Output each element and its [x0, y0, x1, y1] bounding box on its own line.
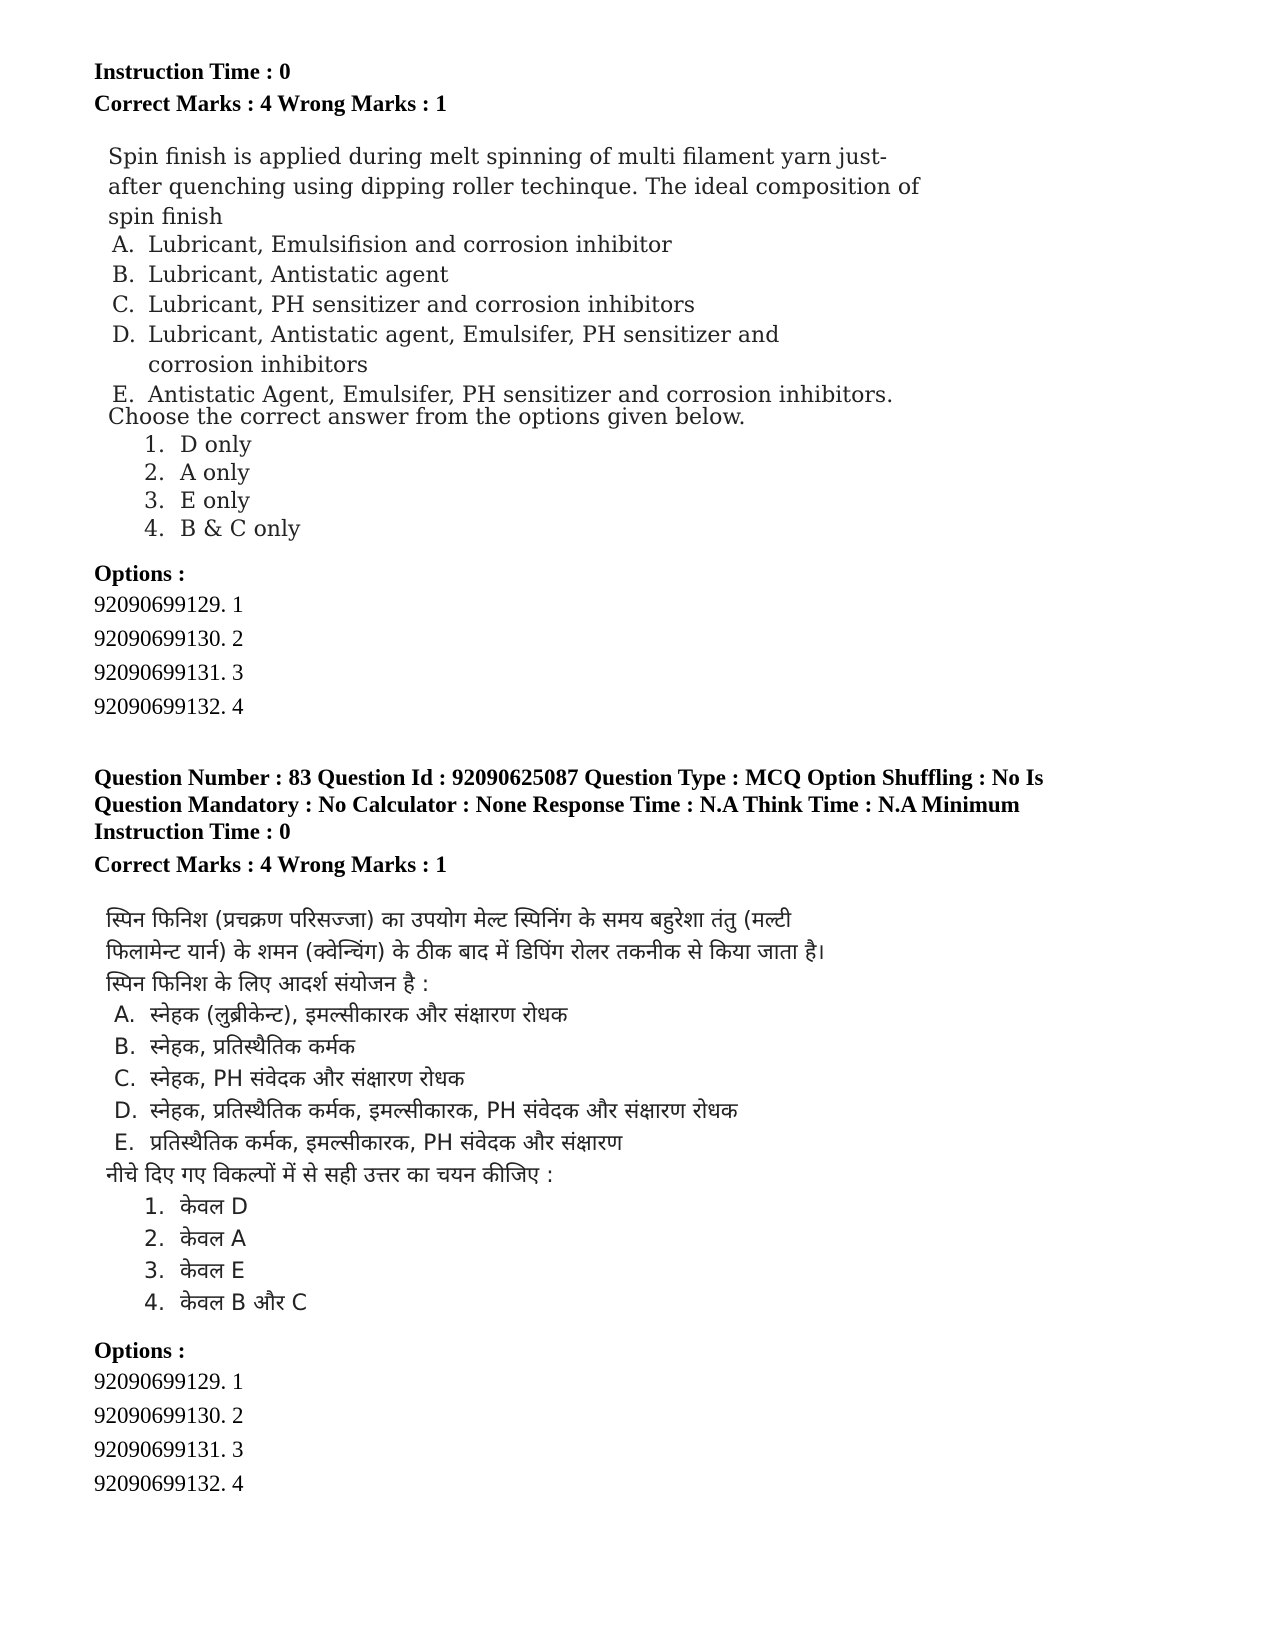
choice-2: 2. केवल A [144, 1227, 247, 1252]
options-list [94, 1365, 244, 1501]
option-item: 92090699130. 2 [94, 1403, 244, 1428]
options-heading: Options : [94, 561, 186, 586]
option-item: 92090699131. 3 [94, 660, 244, 685]
choice-list-hindi [104, 1192, 504, 1320]
question-line: after quenching using dipping roller techinque. The ideal composition of [108, 175, 920, 200]
option-item: 92090699129. 1 [94, 1369, 244, 1394]
option-item: 92090699132. 4 [94, 694, 244, 719]
question-hindi [106, 905, 1006, 1001]
marks-line: Correct Marks : 4 Wrong Marks : 1 [94, 91, 447, 116]
statement-a: A. Lubricant, Emulsifision and corrosion inhibitor [112, 233, 672, 258]
choice-1: 1. केवल D [144, 1195, 248, 1220]
question-header [94, 764, 1044, 845]
choice-4: 4. केवल B और C [144, 1291, 307, 1316]
statement-d: D. Lubricant, Antistatic agent, Emulsifer, PH sensitizer and [112, 323, 780, 348]
choice-1: 1. D only [144, 433, 252, 458]
header-line: Instruction Time : 0 [94, 819, 291, 844]
header-line: Question Mandatory : No Calculator : None Response Time : N.A Think Time : N.A Minimum [94, 792, 1020, 817]
choice-4: 4. B & C only [144, 517, 301, 542]
choice-list-english [104, 432, 504, 544]
marks-line: Correct Marks : 4 Wrong Marks : 1 [94, 852, 447, 877]
option-item: 92090699129. 1 [94, 592, 244, 617]
choice-3: 3. E only [144, 489, 250, 514]
option-item: 92090699132. 4 [94, 1471, 244, 1496]
option-item: 92090699130. 2 [94, 626, 244, 651]
choose-instruction: नीचे दिए गए विकल्पों में से सही उत्तर का चयन कीजिए : [106, 1163, 554, 1188]
statement-d: D. स्नेहक, प्रतिस्थैतिक कर्मक, इमल्सीकारक, PH संवेदक और संक्षारण रोधक [114, 1099, 738, 1124]
statement-c: C. स्नेहक, PH संवेदक और संक्षारण रोधक [114, 1067, 465, 1092]
options-list [94, 588, 244, 724]
question-line: Spin finish is applied during melt spinning of multi filament yarn just- [108, 145, 888, 170]
options-heading: Options : [94, 1338, 186, 1363]
header-line: Question Number : 83 Question Id : 92090625087 Question Type : MCQ Option Shuffling : No Is [94, 765, 1044, 790]
question-line: फिलामेन्ट यार्न) के शमन (क्वेन्चिंग) के ठीक बाद में डिपिंग रोलर तकनीक से किया जाता है। [106, 940, 825, 965]
instruction-time: Instruction Time : 0 [94, 59, 291, 84]
question-line: spin finish [108, 205, 223, 230]
statement-e: E. प्रतिस्थैतिक कर्मक, इमल्सीकारक, PH संवेदक और संक्षारण [114, 1131, 623, 1156]
choice-3: 3. केवल E [144, 1259, 245, 1284]
statement-b: B. स्नेहक, प्रतिस्थैतिक कर्मक [114, 1035, 356, 1060]
option-item: 92090699131. 3 [94, 1437, 244, 1462]
choice-2: 2. A only [144, 461, 250, 486]
statement-b: B. Lubricant, Antistatic agent [112, 263, 449, 288]
statement-a: A. स्नेहक (लुब्रीकेन्ट), इमल्सीकारक और संक्षारण रोधक [114, 1003, 568, 1028]
question-english [108, 143, 1008, 233]
statement-list-hindi [114, 1000, 1014, 1160]
statement-e: E. Antistatic Agent, Emulsifer, PH sensitizer and corrosion inhibitors. [112, 383, 894, 408]
statement-list-english [112, 231, 1012, 411]
question-line: स्पिन फिनिश के लिए आदर्श संयोजन है : [106, 972, 430, 997]
statement-d-cont: corrosion inhibitors [148, 353, 368, 378]
question-line: स्पिन फिनिश (प्रचक्रण परिसज्जा) का उपयोग मेल्ट स्पिनिंग के समय बहुरेशा तंतु (मल्टी [106, 908, 792, 933]
statement-c: C. Lubricant, PH sensitizer and corrosion inhibitors [112, 293, 695, 318]
choose-instruction: Choose the correct answer from the options given below. [108, 405, 746, 430]
